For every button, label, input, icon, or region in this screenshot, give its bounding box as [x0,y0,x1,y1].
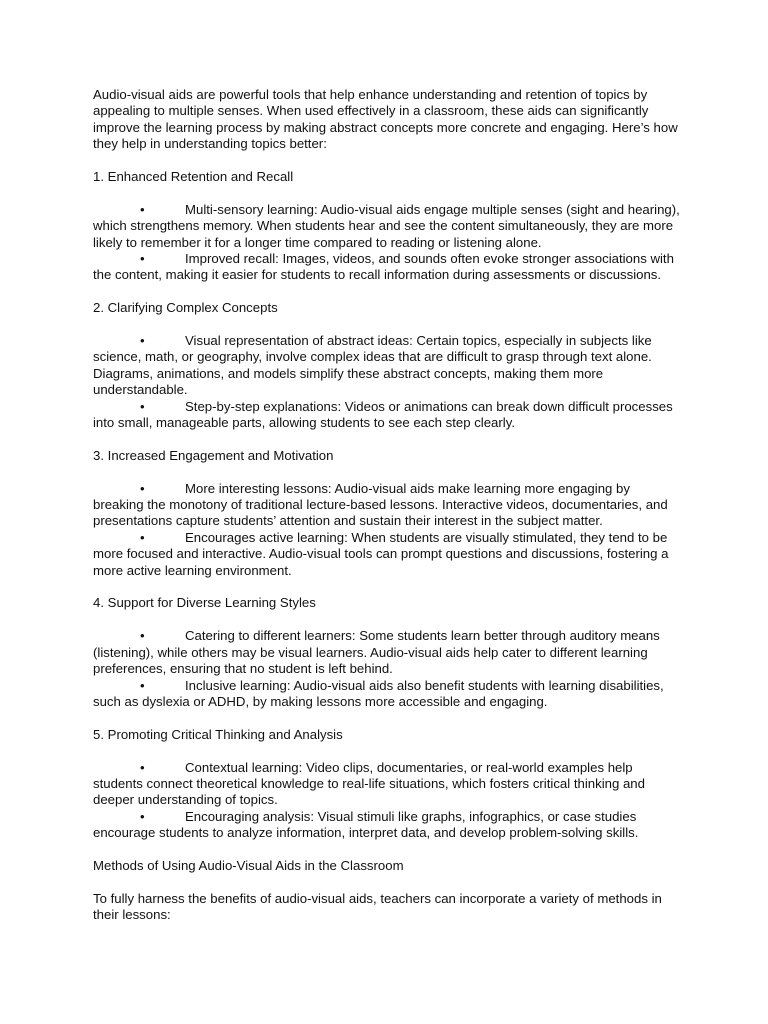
list-item [93,530,683,579]
bullet-icon: • [140,759,145,775]
section-heading: 2. Clarifying Complex Concepts [93,300,278,316]
methods-intro-paragraph: To fully harness the benefits of audio-visual aids, teachers can incorporate a variety of methods in their lessons: [93,890,662,923]
list-item [93,251,683,284]
list-item [93,399,683,432]
list-item-text: Inclusive learning: Audio-visual aids also benefit students with learning disabilities, such as dyslexia or ADHD, by making lessons more accessible and engaging. [93,677,664,709]
list-item-text: Multi-sensory learning: Audio-visual aids engage multiple senses (sight and hearing), which strengthens memory. When students hear and see the content simultaneously, they are more likely to remember it for a longer time compared to reading or listening alone. [93,201,680,250]
list-item-text: Catering to different learners: Some students learn better through auditory means (listening), while others may be visual learners. Audio-visual aids help cater to different learning preferences, ensuring that no student is left behind. [93,628,660,677]
bullet-icon: • [140,529,145,545]
bullet-list [93,202,683,284]
bullet-icon: • [140,628,145,644]
list-item [93,809,683,842]
list-item [93,628,683,677]
list-item-text: Encouraging analysis: Visual stimuli like graphs, infographics, or case studies encourage students to analyze information, interpret data, and develop problem-solving skills. [93,808,639,841]
bullet-icon: • [140,480,145,496]
bullet-list [93,333,683,431]
bullet-icon: • [140,201,145,217]
list-item [93,678,683,711]
bullet-icon: • [140,808,145,824]
bullet-icon: • [140,333,145,349]
list-item [93,760,683,809]
list-item [93,481,683,530]
list-item-text: Step-by-step explanations: Videos or animations can break down difficult processes into small, manageable parts, allowing students to see each step clearly. [93,398,673,431]
section-heading: 3. Increased Engagement and Motivation [93,447,334,463]
list-item-text: Improved recall: Images, videos, and sounds often evoke stronger associations with the content, making it easier for students to recall information during assessments or discussions. [93,251,674,283]
methods-heading: Methods of Using Audio-Visual Aids in the Classroom [93,857,404,873]
bullet-list [93,481,683,579]
bullet-icon: • [140,398,145,414]
bullet-icon: • [140,251,145,267]
section-heading: 5. Promoting Critical Thinking and Analysis [93,726,343,742]
list-item-text: More interesting lessons: Audio-visual aids make learning more engaging by breaking the monotony of traditional lecture-based lessons. Interactive videos, documentaries, and presentations capture students’ attention and sustain their interest in the subject matter. [93,480,668,529]
section-heading: 4. Support for Diverse Learning Styles [93,595,316,611]
list-item [93,202,683,251]
list-item [93,333,683,399]
intro-paragraph: Audio-visual aids are powerful tools that help enhance understanding and retention of topics by appealing to multiple senses. When used effectively in a classroom, these aids can significantly improve the learning process by making abstract concepts more concrete and engaging. Here’s how they help in understanding topics better: [93,87,678,152]
bullet-icon: • [140,677,145,693]
bullet-list [93,760,683,842]
list-item-text: Encourages active learning: When students are visually stimulated, they tend to be more focused and interactive. Audio-visual tools can prompt questions and discussions, fostering a more active learning environment. [93,529,669,578]
list-item-text: Visual representation of abstract ideas: Certain topics, especially in subjects like science, math, or geography, involve complex ideas that are difficult to grasp through text alone. Diagrams, animations, and models simplify these abstract concepts, making them more understandable. [93,333,652,398]
document-page [93,87,683,940]
bullet-list [93,628,683,710]
list-item-text: Contextual learning: Video clips, documentaries, or real-world examples help students connect theoretical knowledge to real-life situations, which fosters critical thinking and deeper understanding of topics. [93,759,645,808]
section-heading: 1. Enhanced Retention and Recall [93,169,294,185]
